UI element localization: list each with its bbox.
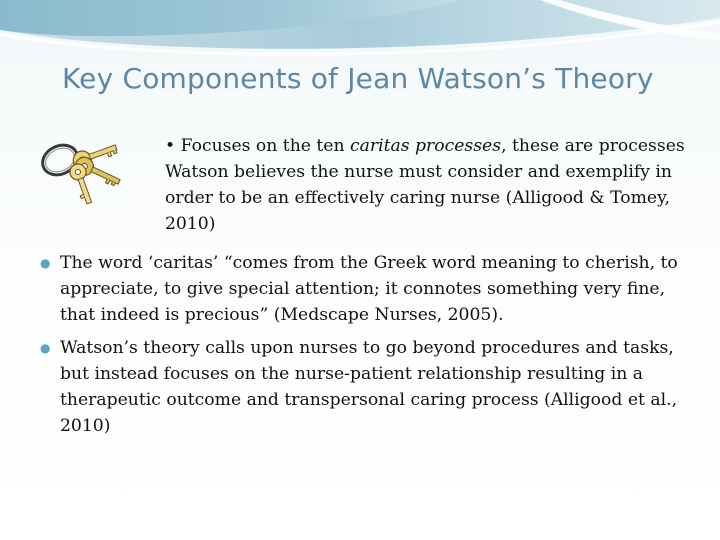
bullet-text: Watson’s theory calls upon nurses to go beyond procedures and tasks, but instead focuses on the nurse-patient relationship resulting in a therapeutic outcome and transpersonal caring process (Alligood et al., 2010)	[60, 338, 678, 436]
bullet-text: The word ‘caritas’ “comes from the Greek word meaning to cherish, to appreciate, to give special attention; it connotes something very fine, that indeed is precious” (Medscape Nurses, 2005).	[60, 253, 678, 325]
bullet-marker: ●	[40, 256, 51, 270]
bullet-list	[38, 250, 678, 446]
bullet-item-caritas-meaning	[38, 250, 678, 328]
intro-italic-term: caritas processes	[350, 136, 502, 156]
slide-title: Key Components of Jean Watson’s Theory	[62, 62, 654, 95]
intro-bullet: •	[165, 136, 176, 156]
bullet-marker: ●	[40, 341, 51, 355]
bullet-item-watson-theory	[38, 335, 678, 439]
intro-text-start: Focuses on the ten	[180, 136, 351, 156]
keys-icon	[38, 128, 134, 212]
intro-text-end: , these are processes Watson believes the nurse must consider and exemplify in order to be an effectively caring nurse (Alligood & Tomey, 2010)	[165, 136, 685, 234]
intro-paragraph	[165, 133, 695, 237]
